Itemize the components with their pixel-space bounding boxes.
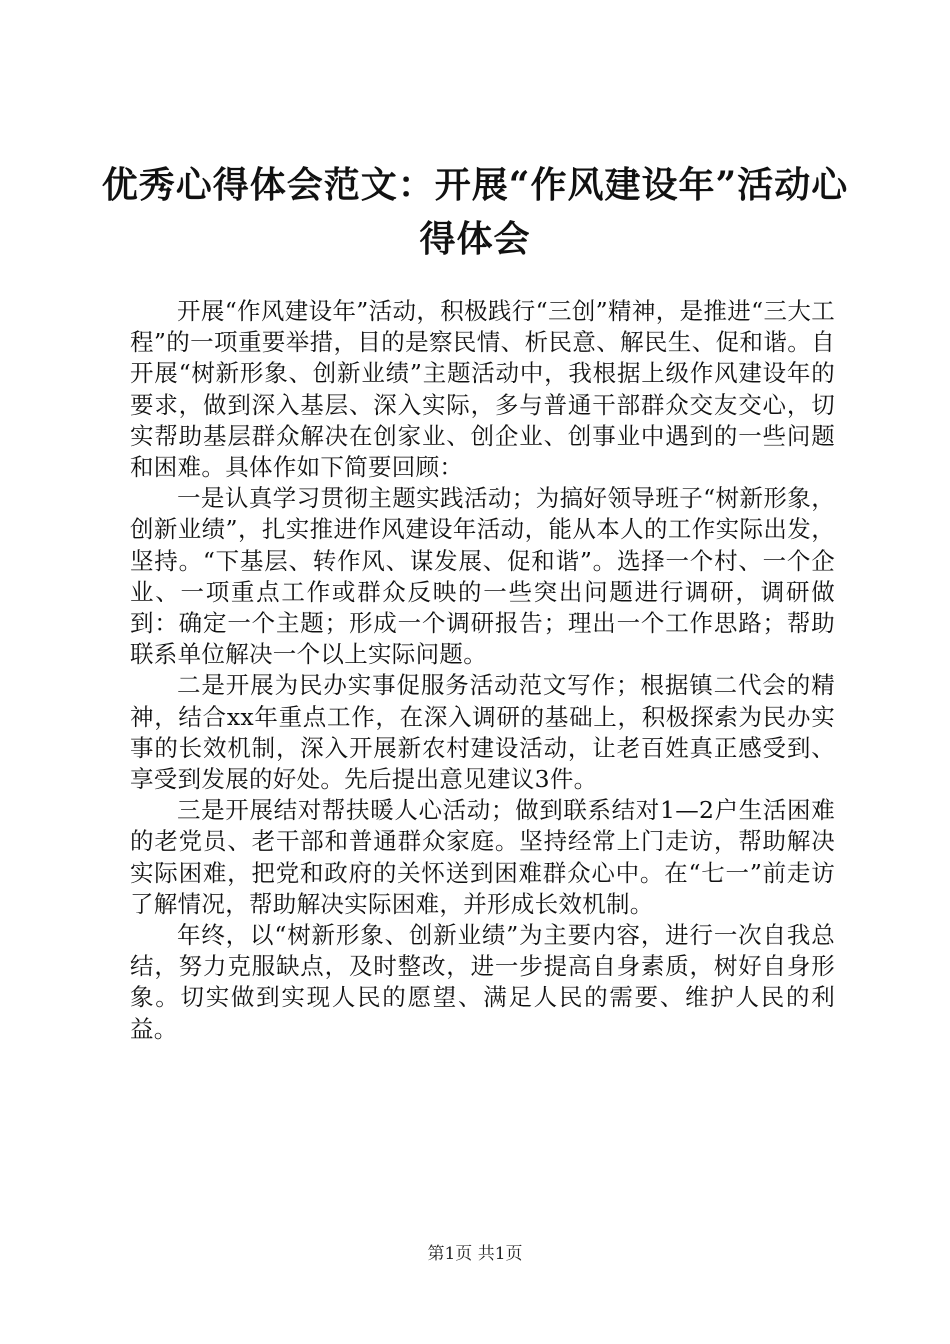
paragraph-conclusion: 年终，以“树新形象、创新业绩”为主要内容，进行一次自我总结，努力克服缺点，及时整改，进一步提高自身素质，树好自身形象。切实做到实现人民的愿望、满足人民的需要、维护人民的利益。: [130, 921, 835, 1043]
paragraph-two: 二是开展为民办实事促服务活动范文写作；根据镇二代会的精神，结合xx年重点工作，在深入调研的基础上，积极探索为民办实事的长效机制，深入开展新农村建设活动，让老百姓真正感受到、享受到发展的好处。先后提出意见建议3件。: [130, 671, 835, 794]
paragraph-three: 三是开展结对帮扶暖人心活动；做到联系结对1—2户生活困难的老党员、老干部和普通群众家庭。坚持经常上门走访，帮助解决实际困难，把党和政府的关怀送到困难群众心中。在“七一”前走访了解情况，帮助解决实际困难，并形成长效机制。: [130, 796, 835, 918]
paragraph-intro: 开展“作风建设年”活动，积极践行“三创”精神，是推进“三大工程”的一项重要举措，目的是察民情、析民意、解民生、促和谐。自开展“树新形象、创新业绩”主题活动中，我根据上级作风建设年的要求，做到深入基层、深入实际，多与普通干部群众交友交心，切实帮助基层群众解决在创家业、创企业、创事业中遇到的一些问题和困难。具体作如下简要回顾：: [130, 297, 835, 482]
document-body: [130, 296, 835, 1045]
paragraph-one: 一是认真学习贯彻主题实践活动；为搞好领导班子“树新形象，创新业绩”，扎实推进作风建设年活动，能从本人的工作实际出发，坚持。“下基层、转作风、谋发展、促和谐”。选择一个村、一个企业、一项重点工作或群众反映的一些突出问题进行调研，调研做到：确定一个主题；形成一个调研报告；理出一个工作思路；帮助联系单位解决一个以上实际问题。: [130, 484, 835, 669]
page-footer: 第1页 共1页: [427, 1244, 523, 1264]
document-title: 优秀心得体会范文：开展“作风建设年”活动心得体会: [101, 164, 849, 260]
